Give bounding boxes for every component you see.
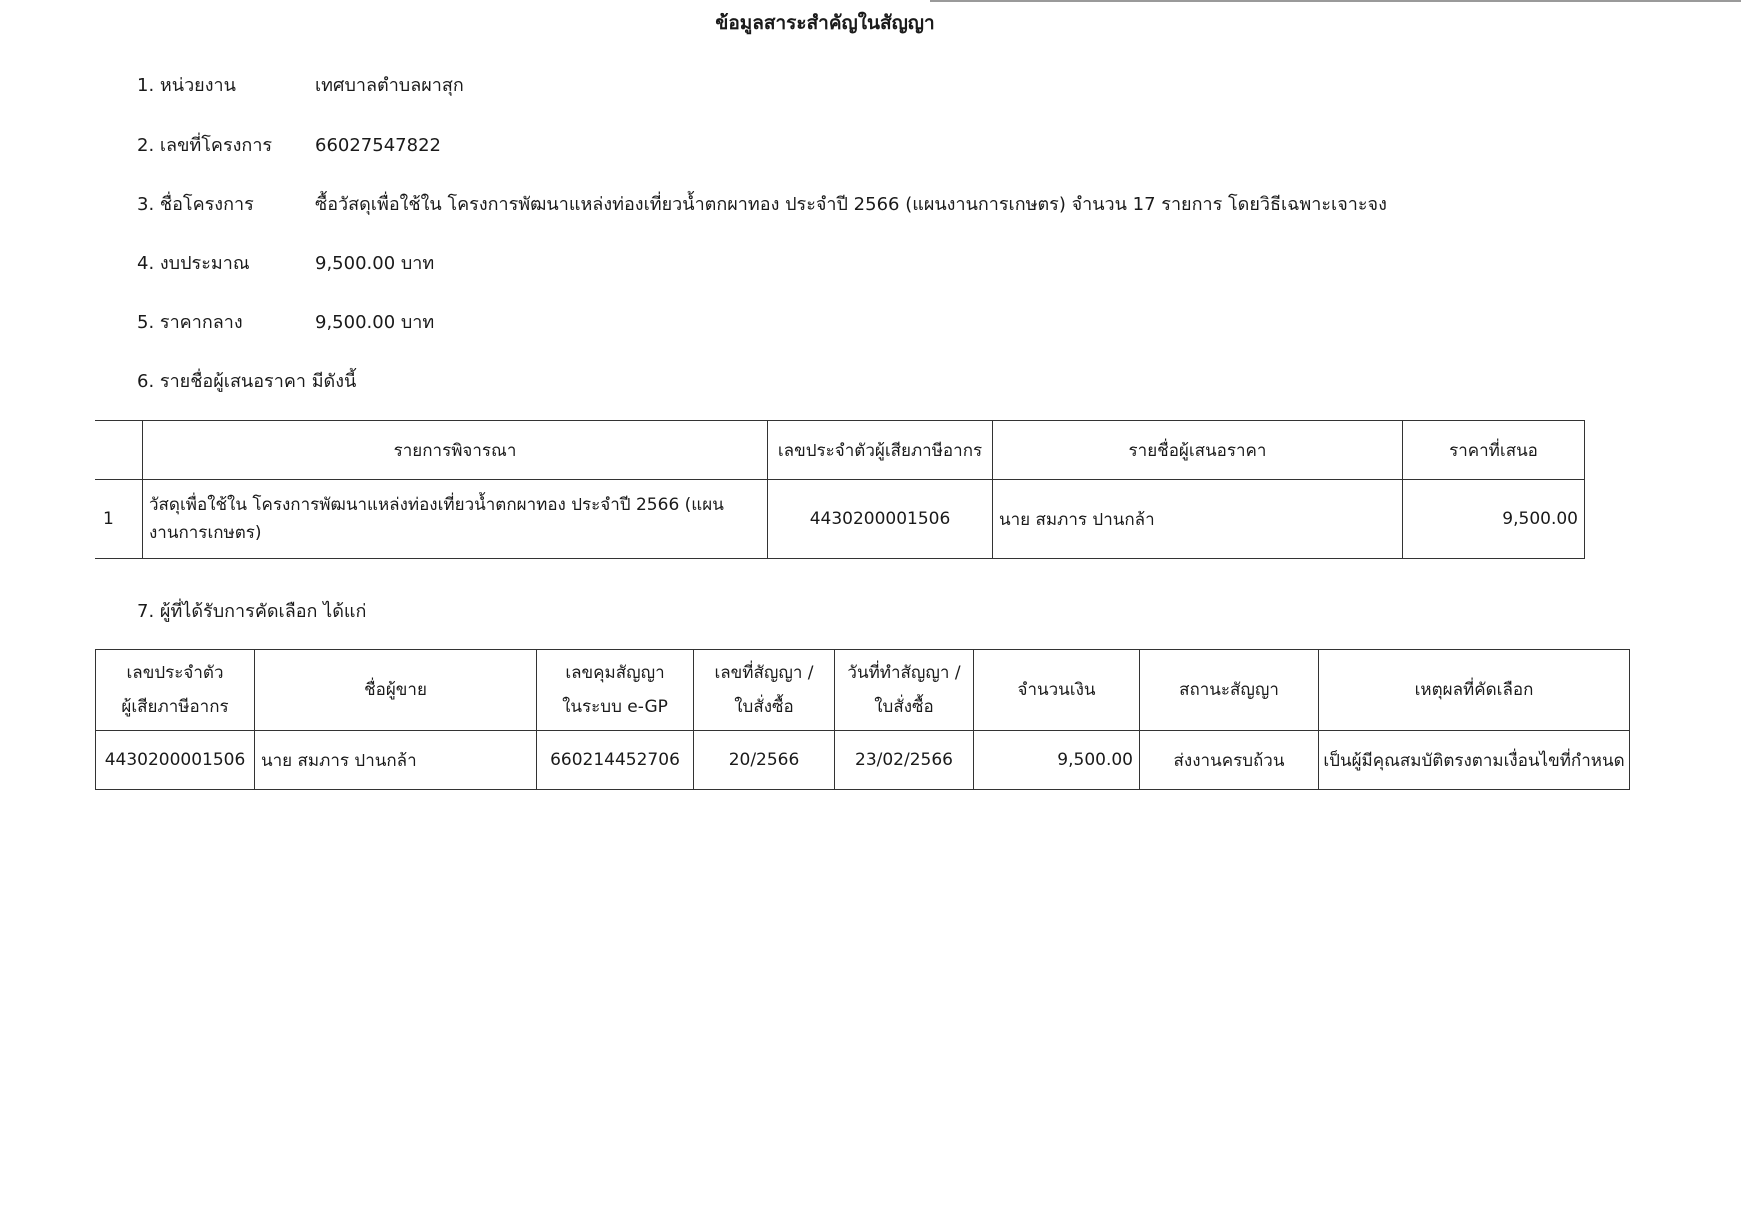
header-line: เลขคุมสัญญา [565, 663, 665, 683]
field-label: 4. งบประมาณ [137, 253, 250, 274]
cell-bidder-name: นาย สมภาร ปานกล้า [993, 480, 1403, 559]
header-reason: เหตุผลที่คัดเลือก [1319, 650, 1630, 731]
header-line: เลขที่สัญญา / [714, 663, 814, 683]
header-contract-no [694, 650, 835, 731]
field-project-number [137, 130, 441, 159]
winners-table [95, 649, 1630, 790]
field-value: เทศบาลตำบลผาสุก [315, 75, 464, 96]
header-tax-id [96, 650, 255, 731]
table-row [95, 480, 1585, 559]
field-project-name [137, 189, 1387, 218]
field-value: 9,500.00 บาท [315, 312, 435, 333]
field-value: ซื้อวัสดุเพื่อใช้ใน โครงการพัฒนาแหล่งท่องเที่ยวน้ำตกผาทอง ประจำปี 2566 (แผนงานการเกษตร) จำนวน 17 รายการ โดยวิธีเฉพาะเจาะจง [315, 194, 1387, 215]
field-label: 3. ชื่อโครงการ [137, 194, 254, 215]
field-label: 2. เลขที่โครงการ [137, 135, 273, 156]
cell-status: ส่งงานครบถ้วน [1140, 731, 1319, 790]
section-winners-heading: 7. ผู้ที่ได้รับการคัดเลือก ได้แก่ [137, 601, 367, 622]
section-bidders-heading: 6. รายชื่อผู้เสนอราคา มีดังนี้ [137, 371, 357, 392]
cell-price: 9,500.00 [1403, 480, 1585, 559]
table-row [96, 731, 1630, 790]
table-header-row [96, 650, 1630, 731]
cell-contract-date: 23/02/2566 [835, 731, 974, 790]
field-agency [137, 70, 464, 99]
field-value: 66027547822 [315, 135, 441, 156]
header-egp [537, 650, 694, 731]
cell-tax-id: 4430200001506 [96, 731, 255, 790]
field-label: 5. ราคากลาง [137, 312, 243, 333]
header-line: ใบสั่งซื้อ [874, 697, 934, 717]
header-line: ในระบบ e-GP [562, 697, 668, 717]
cell-seller: นาย สมภาร ปานกล้า [255, 731, 537, 790]
field-budget [137, 248, 434, 277]
header-amount: จำนวนเงิน [974, 650, 1140, 731]
document-title: ข้อมูลสาระสำคัญในสัญญา [715, 12, 935, 34]
header-no [95, 421, 143, 480]
field-median-price [137, 307, 434, 336]
cell-reason: เป็นผู้มีคุณสมบัติตรงตามเงื่อนไขที่กำหนด [1319, 731, 1630, 790]
bidders-table [95, 420, 1585, 559]
header-line: เลขประจำตัว [126, 663, 224, 683]
header-item: รายการพิจารณา [143, 421, 768, 480]
header-price: ราคาที่เสนอ [1403, 421, 1585, 480]
top-edge-line [930, 0, 1741, 2]
table-header-row [95, 421, 1585, 480]
header-tax-id: เลขประจำตัวผู้เสียภาษีอากร [768, 421, 993, 480]
header-status: สถานะสัญญา [1140, 650, 1319, 731]
cell-item: วัสดุเพื่อใช้ใน โครงการพัฒนาแหล่งท่องเที่ยวน้ำตกผาทอง ประจำปี 2566 (แผนงานการเกษตร) [143, 480, 768, 559]
cell-egp: 660214452706 [537, 731, 694, 790]
header-line: ใบสั่งซื้อ [734, 697, 794, 717]
cell-tax-id: 4430200001506 [768, 480, 993, 559]
field-label: 1. หน่วยงาน [137, 75, 236, 96]
header-line: วันที่ทำสัญญา / [847, 663, 961, 683]
cell-contract-no: 20/2566 [694, 731, 835, 790]
header-contract-date [835, 650, 974, 731]
field-value: 9,500.00 บาท [315, 253, 435, 274]
header-seller: ชื่อผู้ขาย [255, 650, 537, 731]
header-bidder-name: รายชื่อผู้เสนอราคา [993, 421, 1403, 480]
header-line: ผู้เสียภาษีอากร [121, 697, 229, 717]
cell-amount: 9,500.00 [974, 731, 1140, 790]
cell-no: 1 [95, 480, 143, 559]
